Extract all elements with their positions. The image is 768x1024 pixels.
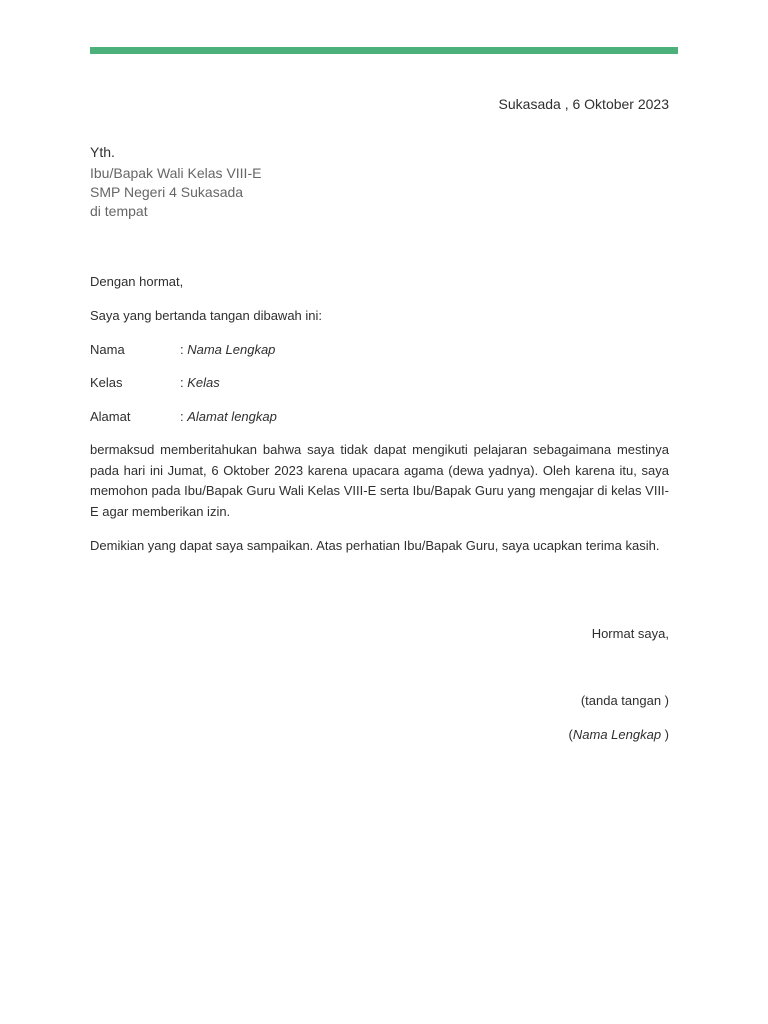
header-accent-rule bbox=[90, 47, 678, 54]
recipient-line-1: Ibu/Bapak Wali Kelas VIII-E bbox=[90, 165, 262, 181]
signature-placeholder: (tanda tangan ) bbox=[580, 693, 669, 708]
recipient-address bbox=[90, 143, 261, 221]
signer-name bbox=[569, 727, 669, 742]
field-separator: : bbox=[180, 342, 188, 357]
recipient-line-2: SMP Negeri 4 Sukasada bbox=[90, 184, 244, 200]
intro-sentence: Saya yang bertanda tangan dibawah ini: bbox=[90, 308, 323, 323]
body-paragraph: bermaksud memberitahukan bahwa saya tidak dapat mengikuti pelajaran sebagaimana mestinya pada hari ini Jumat, 6 Oktober 2023 karena upacara agama (dewa yadnya). Oleh karena itu, saya memohon pada Ibu/Bapak Guru Wali Kelas VIII-E serta Ibu/Bapak Guru yang mengajar di kelas VIII-E agar memberikan izin. bbox=[90, 442, 669, 519]
field-value: Alamat lengkap bbox=[187, 409, 277, 424]
field-row-nama bbox=[90, 342, 275, 357]
signer-close-paren: ) bbox=[661, 727, 669, 742]
signer-name-value: Nama Lengkap bbox=[572, 727, 662, 742]
field-label: Kelas bbox=[90, 375, 123, 390]
closing-paragraph: Demikian yang dapat saya sampaikan. Atas perhatian Ibu/Bapak Guru, saya ucapkan terima kasih. bbox=[90, 538, 660, 553]
place-date: Sukasada , 6 Oktober 2023 bbox=[498, 96, 669, 112]
recipient-line-3: di tempat bbox=[90, 203, 148, 219]
field-row-alamat bbox=[90, 409, 277, 424]
recipient-salutation: Yth. bbox=[90, 144, 115, 160]
regards: Hormat saya, bbox=[591, 626, 669, 641]
field-label: Nama bbox=[90, 342, 125, 357]
field-value: Kelas bbox=[187, 375, 220, 390]
field-label: Alamat bbox=[90, 409, 131, 424]
field-row-kelas bbox=[90, 375, 220, 390]
signer-open-paren: ( bbox=[568, 727, 573, 742]
field-separator: : bbox=[180, 375, 188, 390]
greeting: Dengan hormat, bbox=[90, 274, 184, 289]
field-separator: : bbox=[180, 409, 188, 424]
field-value: Nama Lengkap bbox=[187, 342, 276, 357]
